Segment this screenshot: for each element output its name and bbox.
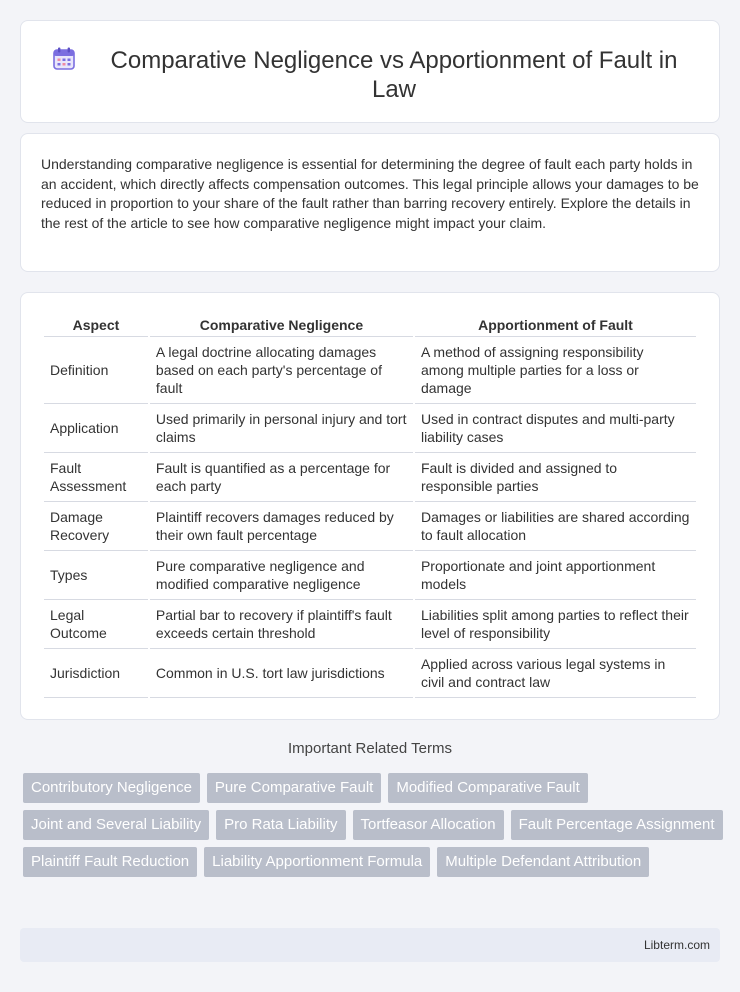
- intro-paragraph: Understanding comparative negligence is essential for determining the degree of fault each party holds in an accident, which directly affects compensation outcomes. This legal principle allows your damages to be reduced in proportion to your share of the fault rather than barring recovery entirely. Explore the details in the rest of the article to see how comparative negligence might impact your claim.: [41, 156, 699, 231]
- comparison-table: [42, 314, 698, 698]
- intro-card: [20, 133, 720, 272]
- table-cell: Fault is divided and assigned to responsible parties: [415, 453, 696, 502]
- table-row: [44, 551, 696, 600]
- related-terms-heading: Important Related Terms: [288, 740, 452, 757]
- table-row: [44, 337, 696, 404]
- related-terms-list: [23, 773, 723, 877]
- calendar-icon: [51, 46, 77, 72]
- related-term-tag[interactable]: Contributory Negligence: [23, 773, 200, 803]
- table-cell: Pure comparative negligence and modified comparative negligence: [150, 551, 413, 600]
- header-aspect: Aspect: [44, 314, 148, 337]
- table-cell: Plaintiff recovers damages reduced by their own fault percentage: [150, 502, 413, 551]
- table-cell: A legal doctrine allocating damages based on each party's percentage of fault: [150, 337, 413, 404]
- table-cell: Damage Recovery: [44, 502, 148, 551]
- table-row: [44, 453, 696, 502]
- footer-site-link[interactable]: Libterm.com: [643, 938, 710, 952]
- header-apportionment-of-fault: Apportionment of Fault: [415, 314, 696, 337]
- table-cell: Used in contract disputes and multi-party liability cases: [415, 404, 696, 453]
- table-cell: Application: [44, 404, 148, 453]
- table-cell: A method of assigning responsibility among multiple parties for a loss or damage: [415, 337, 696, 404]
- related-term-tag[interactable]: Joint and Several Liability: [23, 810, 209, 840]
- comparison-table-card: [20, 292, 720, 720]
- table-cell: Damages or liabilities are shared according to fault allocation: [415, 502, 696, 551]
- related-term-tag[interactable]: Multiple Defendant Attribution: [437, 847, 649, 877]
- table-cell: Applied across various legal systems in civil and contract law: [415, 649, 696, 698]
- header-comparative-negligence: Comparative Negligence: [150, 314, 413, 337]
- table-row: [44, 649, 696, 698]
- table-cell: Legal Outcome: [44, 600, 148, 649]
- table-cell: Common in U.S. tort law jurisdictions: [150, 649, 413, 698]
- table-cell: Jurisdiction: [44, 649, 148, 698]
- related-term-tag[interactable]: Tortfeasor Allocation: [353, 810, 504, 840]
- related-term-tag[interactable]: Fault Percentage Assignment: [511, 810, 723, 840]
- related-term-tag[interactable]: Pro Rata Liability: [216, 810, 345, 840]
- related-term-tag[interactable]: Plaintiff Fault Reduction: [23, 847, 197, 877]
- table-cell: Fault Assessment: [44, 453, 148, 502]
- table-cell: Definition: [44, 337, 148, 404]
- title-card: [20, 20, 720, 123]
- related-term-tag[interactable]: Modified Comparative Fault: [388, 773, 587, 803]
- related-term-tag[interactable]: Liability Apportionment Formula: [204, 847, 430, 877]
- table-cell: Partial bar to recovery if plaintiff's fault exceeds certain threshold: [150, 600, 413, 649]
- table-row: [44, 404, 696, 453]
- table-cell: Proportionate and joint apportionment models: [415, 551, 696, 600]
- footer: [20, 928, 720, 962]
- table-row: [44, 600, 696, 649]
- page-title: Comparative Negligence vs Apportionment of Fault in Law: [110, 47, 678, 103]
- table-row: [44, 502, 696, 551]
- table-cell: Fault is quantified as a percentage for each party: [150, 453, 413, 502]
- table-cell: Types: [44, 551, 148, 600]
- table-header-row: [44, 314, 696, 337]
- table-cell: Liabilities split among parties to reflect their level of responsibility: [415, 600, 696, 649]
- related-term-tag[interactable]: Pure Comparative Fault: [207, 773, 381, 803]
- table-cell: Used primarily in personal injury and tort claims: [150, 404, 413, 453]
